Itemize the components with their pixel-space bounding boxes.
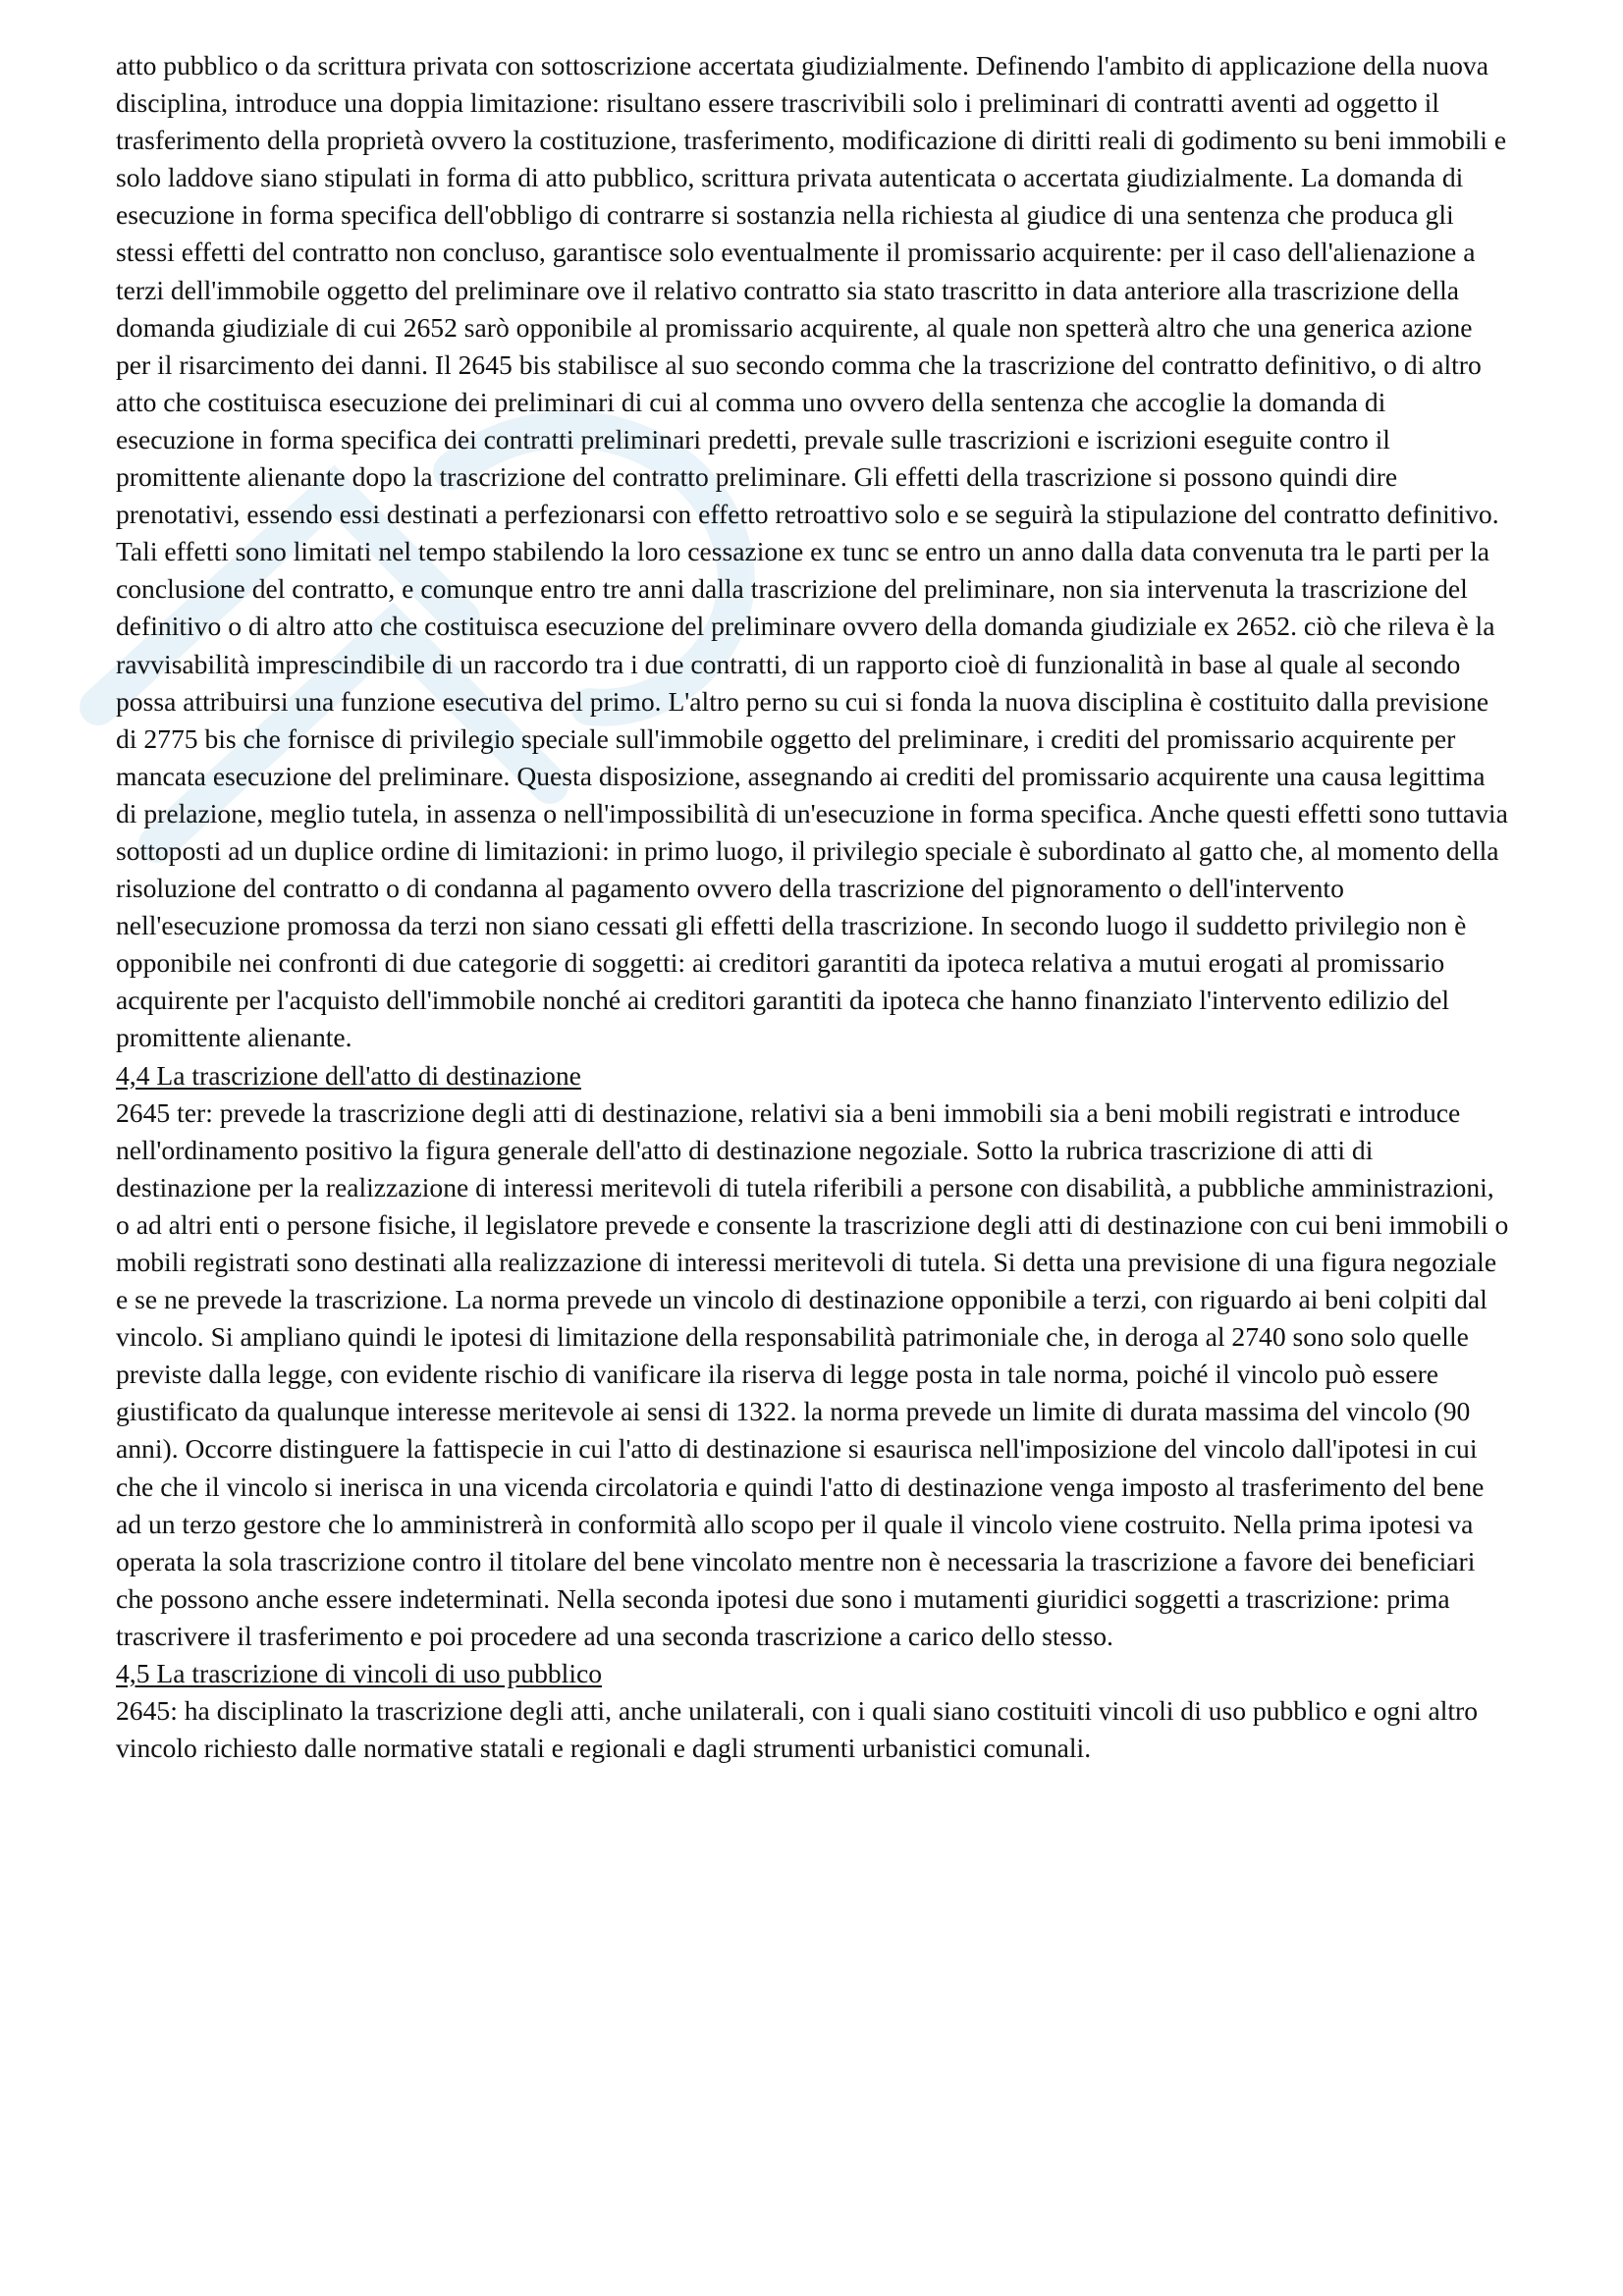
section-heading-4-4: 4,4 La trascrizione dell'atto di destinazione (116, 1059, 581, 1091)
paragraph-body-2: 2645 ter: prevede la trascrizione degli atti di destinazione, relativi sia a beni immobili sia a beni mobili registrati e introduce nell'ordinamento positivo la figura generale dell'atto di destinazione negoziale. Sotto la rubrica trascrizione di atti di destinazione per la realizzazione di interessi meritevoli di tutela riferibili a persone con disabilità, a pubbliche amministrazioni, o ad altri enti o persone fisiche, il legislatore prevede e consente la trascrizione degli atti di destinazione con cui beni immobili o mobili registrati sono destinati alla realizzazione di interessi meritevoli di tutela. Si detta una previsione di una figura negoziale e se ne prevede la trascrizione. La norma prevede un vincolo di destinazione opponibile a terzi, con riguardo ai beni colpiti dal vincolo. Si ampliano quindi le ipotesi di limitazione della responsabilità patrimoniale che, in deroga al 2740 sono solo quelle previste dalla legge, con evidente rischio di vanificare ila riserva di legge posta in tale norma, poiché il vincolo può essere giustificato da qualunque interesse meritevole ai sensi di 1322. la norma prevede un limite di durata massima del vincolo (90 anni). Occorre distinguere la fattispecie in cui l'atto di destinazione si esaurisca nell'imposizione del vincolo dall'ipotesi in cui che che il vincolo si inerisca in una vicenda circolatoria e quindi l'atto di destinazione venga imposto al trasferimento del bene ad un terzo gestore che lo amministrerà in conformità allo scopo per il quale il vincolo viene costruito. Nella prima ipotesi va operata la sola trascrizione contro il titolare del bene vincolato mentre non è necessaria la trascrizione a favore dei beneficiari che possono anche essere indeterminati. Nella seconda ipotesi due sono i mutamenti giuridici soggetti a trascrizione: prima trascrivere il trasferimento e poi procedere ad una seconda trascrizione a carico dello stesso. (116, 1096, 1509, 1651)
section-heading-4-5: 4,5 La trascrizione di vincoli di uso pubblico (116, 1658, 603, 1689)
document-body (116, 47, 1510, 1767)
paragraph-body-3: 2645: ha disciplinato la trascrizione degli atti, anche unilaterali, con i quali siano costituiti vincoli di uso pubblico e ogni altro vincolo richiesto dalle normative statali e regionali e dagli strumenti urbanistici comunali. (116, 1695, 1479, 1764)
paragraph-body-1: atto pubblico o da scrittura privata con sottoscrizione accertata giudizialmente. Definendo l'ambito di applicazione della nuova disciplina, introduce una doppia limitazione: risultano essere trascrivibili solo i preliminari di contratti aventi ad oggetto il trasferimento della proprietà ovvero la costituzione, trasferimento, modificazione di diritti reali di godimento su beni immobili e solo laddove siano stipulati in forma di atto pubblico, scrittura privata autenticata o accertata giudizialmente. La domanda di esecuzione in forma specifica dell'obbligo di contrarre si sostanzia nella richiesta al giudice di una sentenza che produca gli stessi effetti del contratto non concluso, garantisce solo eventualmente il promissario acquirente: per il caso dell'alienazione a terzi dell'immobile oggetto del preliminare ove il relativo contratto sia stato trascritto in data anteriore alla trascrizione della domanda giudiziale di cui 2652 sarò opponibile al promissario acquirente, al quale non spetterà altro che una generica azione per il risarcimento dei danni. Il 2645 bis stabilisce al suo secondo comma che la trascrizione del contratto definitivo, o di altro atto che costituisca esecuzione dei preliminari di cui al comma uno ovvero della sentenza che accoglie la domanda di esecuzione in forma specifica dei contratti preliminari predetti, prevale sulle trascrizioni e iscrizioni eseguite contro il promittente alienante dopo la trascrizione del contratto preliminare. Gli effetti della trascrizione si possono quindi dire prenotativi, essendo essi destinati a perfezionarsi con effetto retroattivo solo e se seguirà la stipulazione del contratto definitivo. Tali effetti sono limitati nel tempo stabilendo la loro cessazione ex tunc se entro un anno dalla data convenuta tra le parti per la conclusione del contratto, e comunque entro tre anni dalla trascrizione del preliminare, non sia intervenuta la trascrizione del definitivo o di altro atto che costituisca esecuzione del preliminare ovvero della domanda giudiziale ex 2652. ciò che rileva è la ravvisabilità imprescindibile di un raccordo tra i due contratti, di un rapporto cioè di funzionalità in base al quale al secondo possa attribuirsi una funzione esecutiva del primo. L'altro perno su cui si fonda la nuova disciplina è costituito dalla previsione di 2775 bis che fornisce di privilegio speciale sull'immobile oggetto del preliminare, i crediti del promissario acquirente per mancata esecuzione del preliminare. Questa disposizione, assegnando ai crediti del promissario acquirente una causa legittima di prelazione, meglio tutela, in assenza o nell'impossibilità di un'esecuzione in forma specifica. Anche questi effetti sono tuttavia sottoposti ad un duplice ordine di limitazioni: in primo luogo, il privilegio speciale è subordinato al gatto che, al momento della risoluzione del contratto o di condanna al pagamento ovvero della trascrizione del pignoramento o dell'intervento nell'esecuzione promossa da terzi non siano cessati gli effetti della trascrizione. In secondo luogo il suddetto privilegio non è opponibile nei confronti di due categorie di soggetti: ai creditori garantiti da ipoteca relativa a mutui erogati al promissario acquirente per l'acquisto dell'immobile nonché ai creditori garantiti da ipoteca che hanno finanziato l'intervento edilizio del promittente alienante. (116, 50, 1508, 1053)
